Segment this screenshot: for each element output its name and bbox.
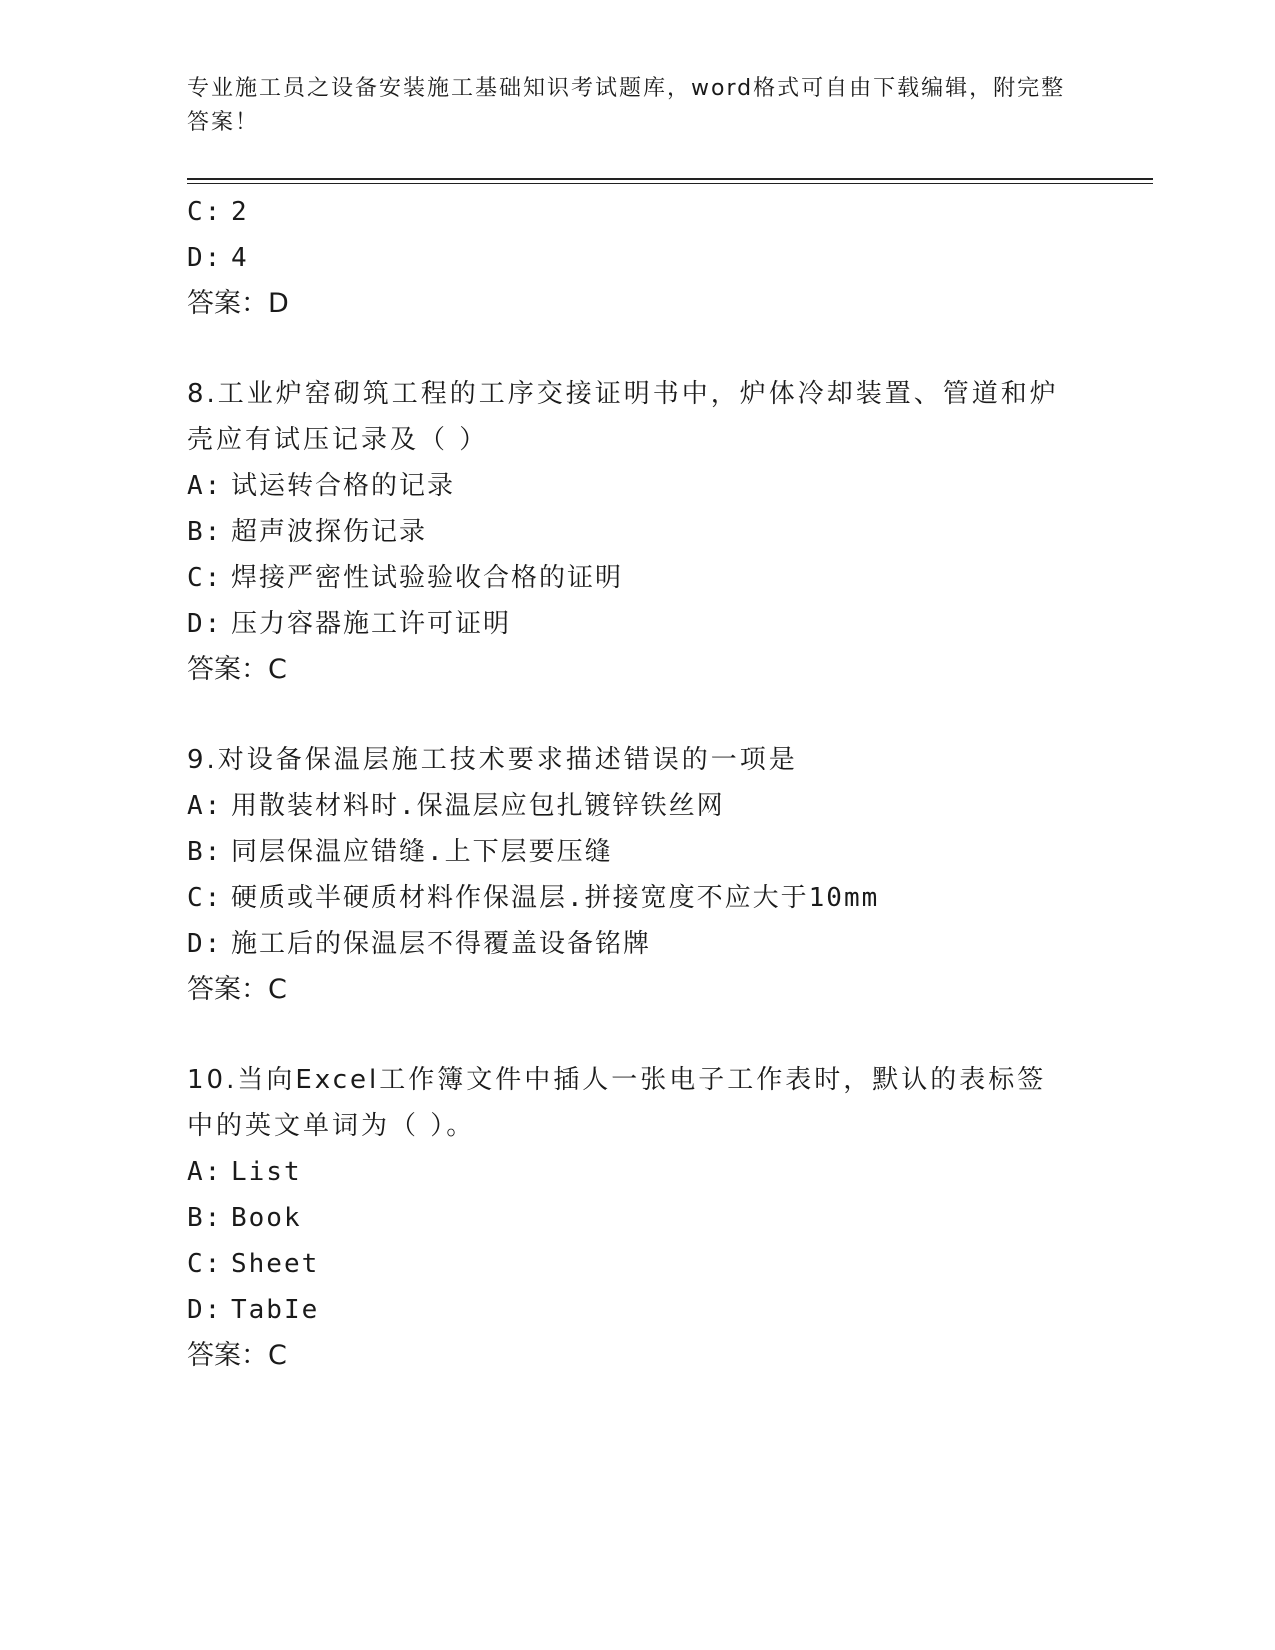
option-label: B: [187,517,223,547]
option-text: TabIe [231,1295,320,1325]
answer: 答案：C [187,974,287,1005]
option-d [187,1287,1087,1333]
option-label: B: [187,1203,223,1233]
question-8 [187,371,1087,693]
document-body [187,189,1087,1379]
option-label: A: [187,1157,223,1187]
option-b [187,829,1087,875]
option-c [187,189,1087,235]
document-header: 专业施工员之设备安装施工基础知识考试题库，word格式可自由下载编辑，附完整答案！ [187,76,1066,135]
option-text: Sheet [231,1249,320,1279]
question-stem: 9.对设备保温层施工技术要求描述错误的一项是 [187,745,798,775]
option-b [187,509,1087,555]
question-stem: 8.工业炉窑砌筑工程的工序交接证明书中，炉体冷却装置、管道和炉壳应有试压记录及（ ） [187,379,1059,455]
option-c [187,555,1087,601]
answer: 答案：C [187,1340,287,1371]
option-text: 同层保温应错缝.上下层要压缝 [231,837,613,867]
option-label: A: [187,791,223,821]
option-label: D: [187,1295,223,1325]
option-c [187,875,1087,921]
option-text: List [231,1157,302,1187]
option-label: D: [187,929,223,959]
option-label: D: [187,243,223,273]
option-label: C: [187,883,223,913]
option-label: C: [187,1249,223,1279]
option-text: 2 [231,197,249,227]
option-text: 超声波探伤记录 [231,517,428,547]
option-text: 试运转合格的记录 [231,471,456,501]
option-d [187,235,1087,281]
option-a [187,783,1087,829]
question-stem: 10.当向Excel工作簿文件中插人一张电子工作表时，默认的表标签中的英文单词为（ ）。 [187,1065,1047,1141]
option-label: C: [187,563,223,593]
option-label: D: [187,609,223,639]
option-text: 压力容器施工许可证明 [231,609,512,639]
option-text: 用散装材料时.保温层应包扎镀锌铁丝网 [231,791,725,821]
option-d [187,921,1087,967]
option-text: 硬质或半硬质材料作保温层.拼接宽度不应大于10mm [231,883,880,913]
header-rule-top [187,178,1153,180]
option-label: B: [187,837,223,867]
option-text: 焊接严密性试验验收合格的证明 [231,563,624,593]
spacer [187,327,1087,371]
option-text: 施工后的保温层不得覆盖设备铭牌 [231,929,652,959]
spacer [187,693,1087,737]
question-10 [187,1057,1087,1379]
answer: 答案：C [187,654,287,685]
option-a [187,1149,1087,1195]
question-9 [187,737,1087,1013]
header-rule-bottom [187,183,1153,184]
option-text: Book [231,1203,302,1233]
option-label: C: [187,197,223,227]
option-b [187,1195,1087,1241]
option-c [187,1241,1087,1287]
option-d [187,601,1087,647]
prev-question [187,189,1087,327]
option-label: A: [187,471,223,501]
option-a [187,463,1087,509]
spacer [187,1013,1087,1057]
option-text: 4 [231,243,249,273]
answer: 答案：D [187,288,289,319]
